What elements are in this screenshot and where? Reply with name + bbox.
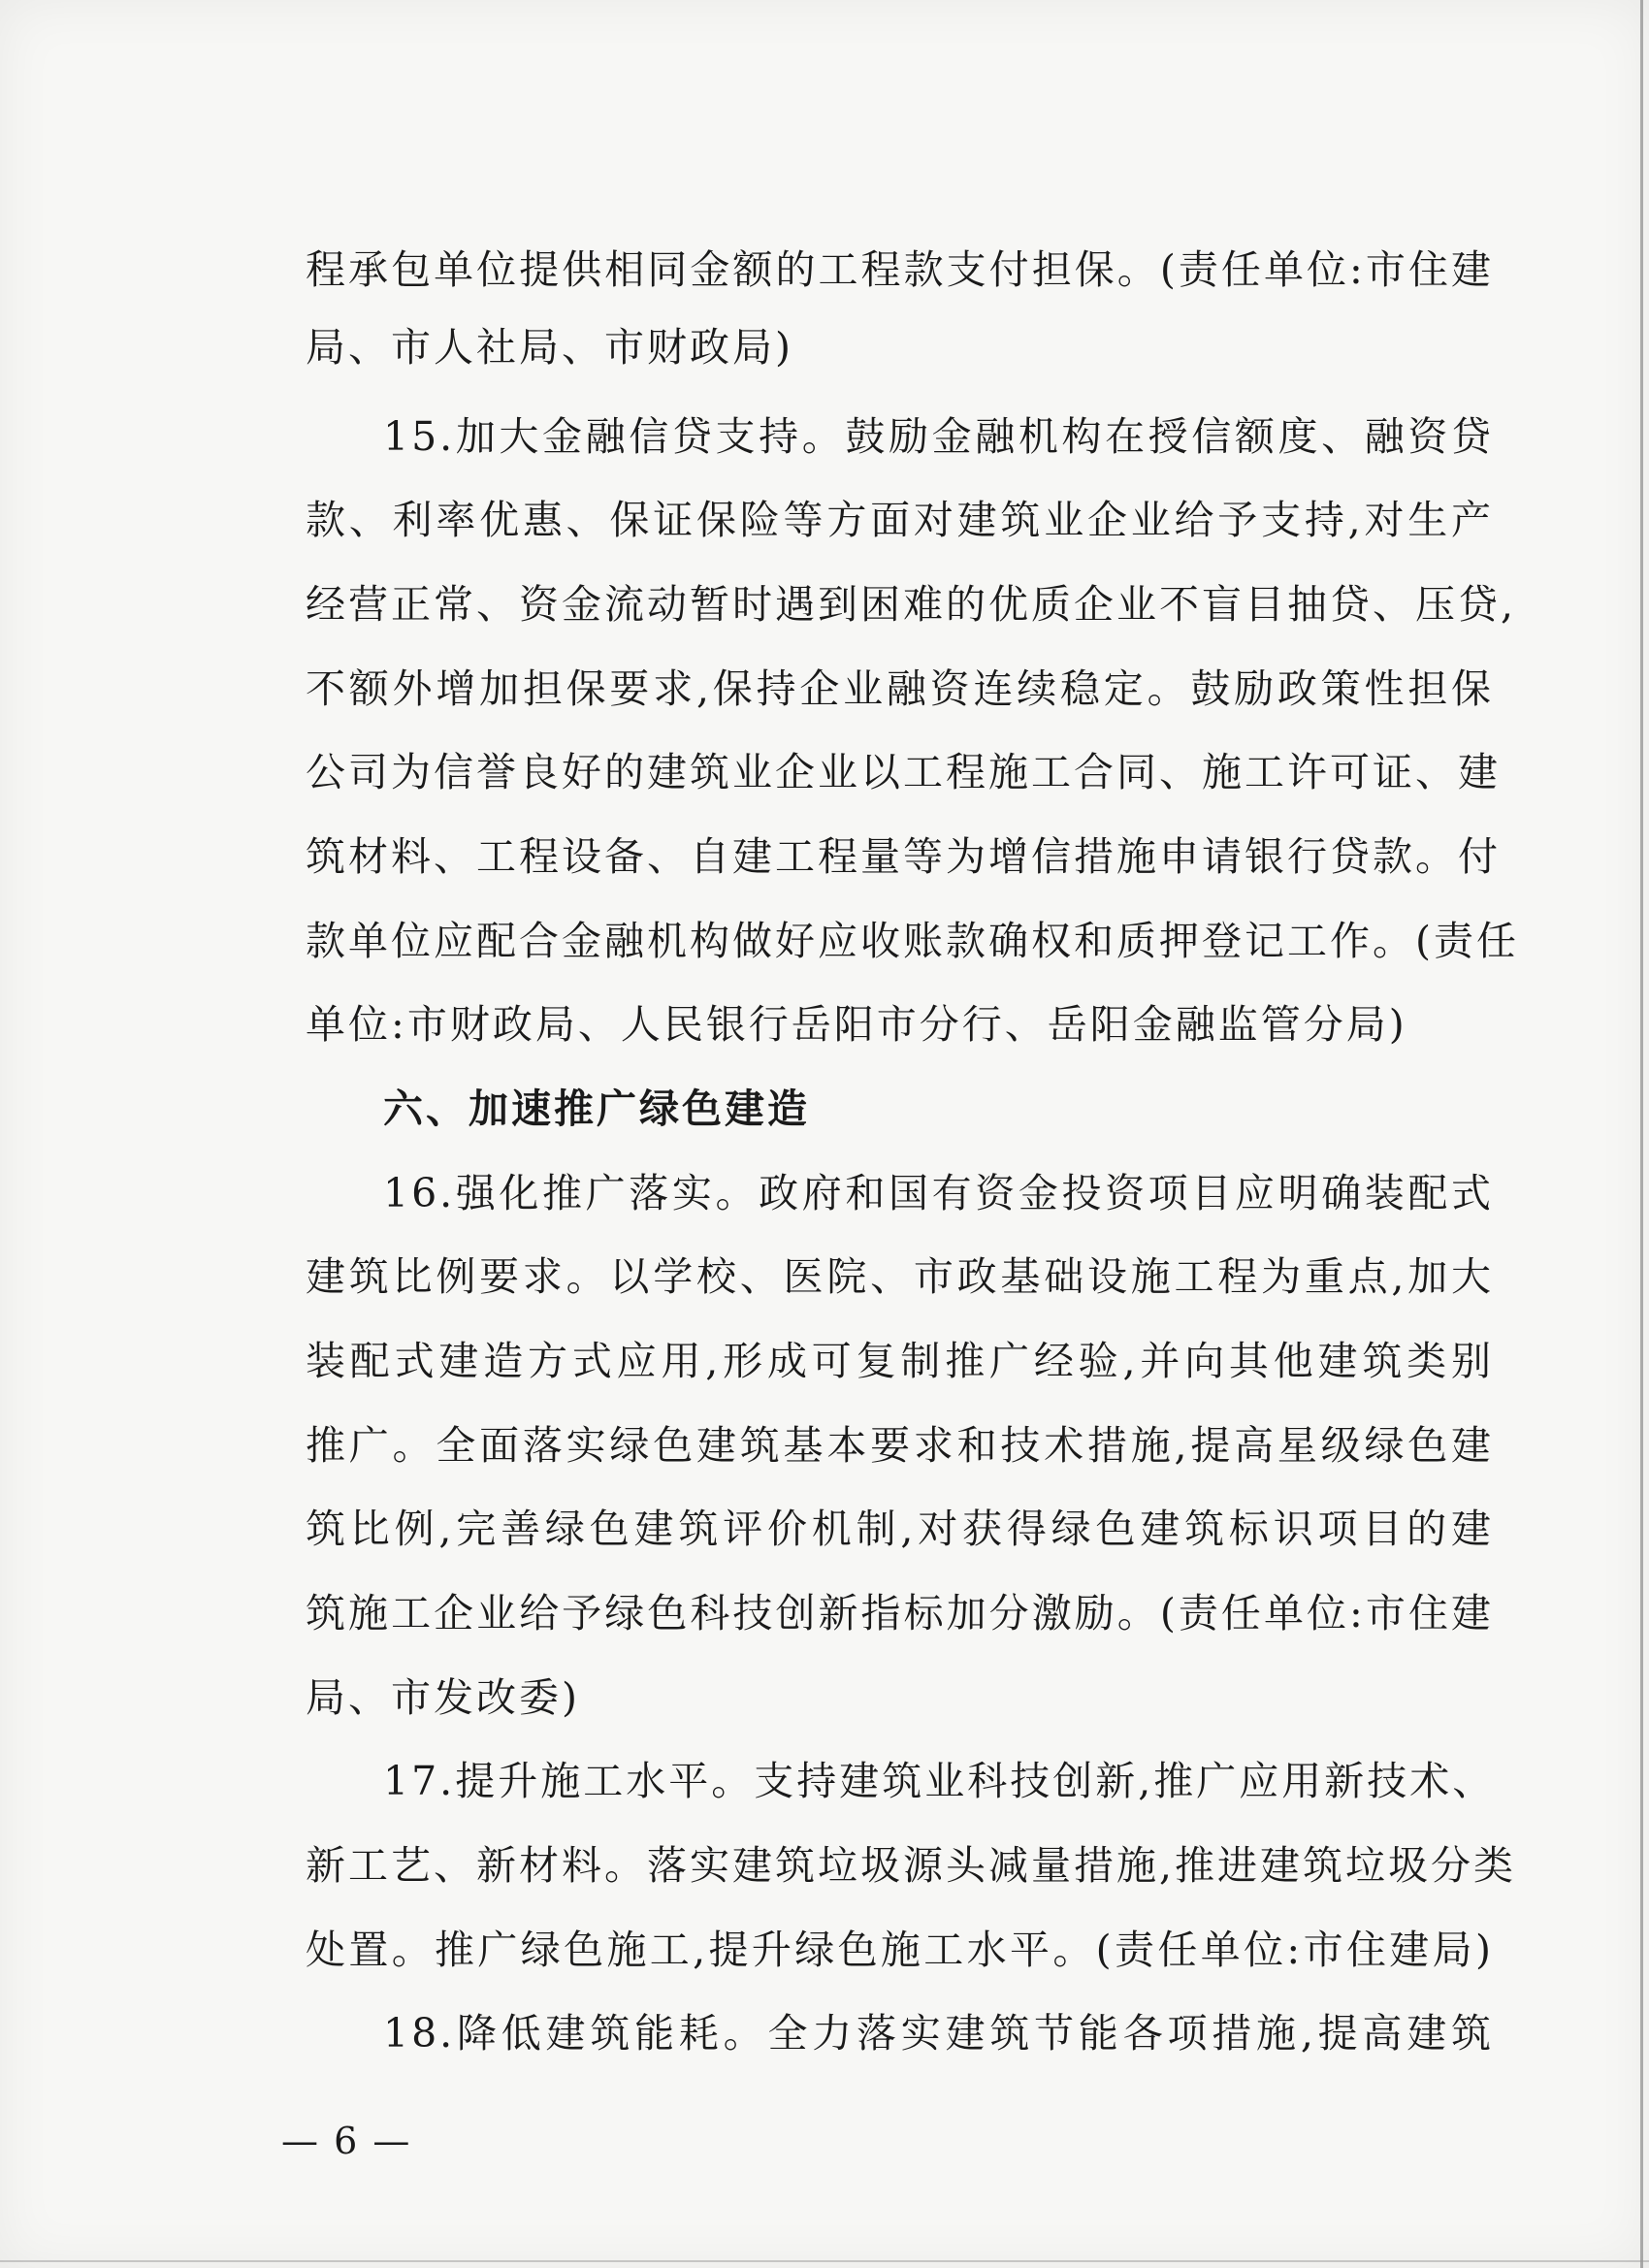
text-line: 17.提升施工水平。支持建筑业科技创新,推广应用新技术、	[383, 1758, 1496, 1804]
text-line: 建筑比例要求。以学校、医院、市政基础设施工程为重点,加大	[306, 1253, 1494, 1300]
text-line: 筑施工企业给予绿色科技创新指标加分激励。(责任单位:市住建	[306, 1590, 1494, 1636]
text-line: 局、市人社局、市财政局)	[306, 324, 793, 371]
text-line: 16.强化推广落实。政府和国有资金投资项目应明确装配式	[383, 1170, 1494, 1216]
text-line: 新工艺、新材料。落实建筑垃圾源头减量措施,推进建筑垃圾分类	[306, 1842, 1517, 1889]
section-heading: 六、加速推广绿色建造	[383, 1085, 810, 1132]
text-line: 15.加大金融信贷支持。鼓励金融机构在授信额度、融资贷	[383, 413, 1494, 460]
text-line: 款单位应配合金融机构做好应收账款确权和质押登记工作。(责任	[306, 918, 1519, 964]
text-line: 处置。推广绿色施工,提升绿色施工水平。(责任单位:市住建局)	[306, 1927, 1494, 1973]
text-line: 推广。全面落实绿色建筑基本要求和技术措施,提高星级绿色建	[306, 1422, 1494, 1469]
text-line: 单位:市财政局、人民银行岳阳市分行、岳阳金融监管分局)	[306, 1001, 1407, 1048]
scan-edge-right	[1640, 0, 1643, 2268]
text-line: 局、市发改委)	[306, 1674, 580, 1721]
text-line: 筑比例,完善绿色建筑评价机制,对获得绿色建筑标识项目的建	[306, 1506, 1494, 1552]
page-number: — 6 —	[281, 2120, 412, 2162]
text-line: 18.降低建筑能耗。全力落实建筑节能各项措施,提高建筑	[383, 2010, 1494, 2057]
text-line: 装配式建造方式应用,形成可复制推广经验,并向其他建筑类别	[306, 1338, 1494, 1384]
text-line: 不额外增加担保要求,保持企业融资连续稳定。鼓励政策性担保	[306, 665, 1494, 712]
text-line: 程承包单位提供相同金额的工程款支付担保。(责任单位:市住建	[306, 246, 1494, 293]
scan-edge-bottom	[0, 2260, 1649, 2262]
text-line: 经营正常、资金流动暂时遇到困难的优质企业不盲目抽贷、压贷,	[306, 581, 1517, 628]
text-line: 筑材料、工程设备、自建工程量等为增信措施申请银行贷款。付	[306, 833, 1501, 880]
text-line: 款、利率优惠、保证保险等方面对建筑业企业给予支持,对生产	[306, 497, 1494, 543]
text-line: 公司为信誉良好的建筑业企业以工程施工合同、施工许可证、建	[306, 749, 1501, 795]
